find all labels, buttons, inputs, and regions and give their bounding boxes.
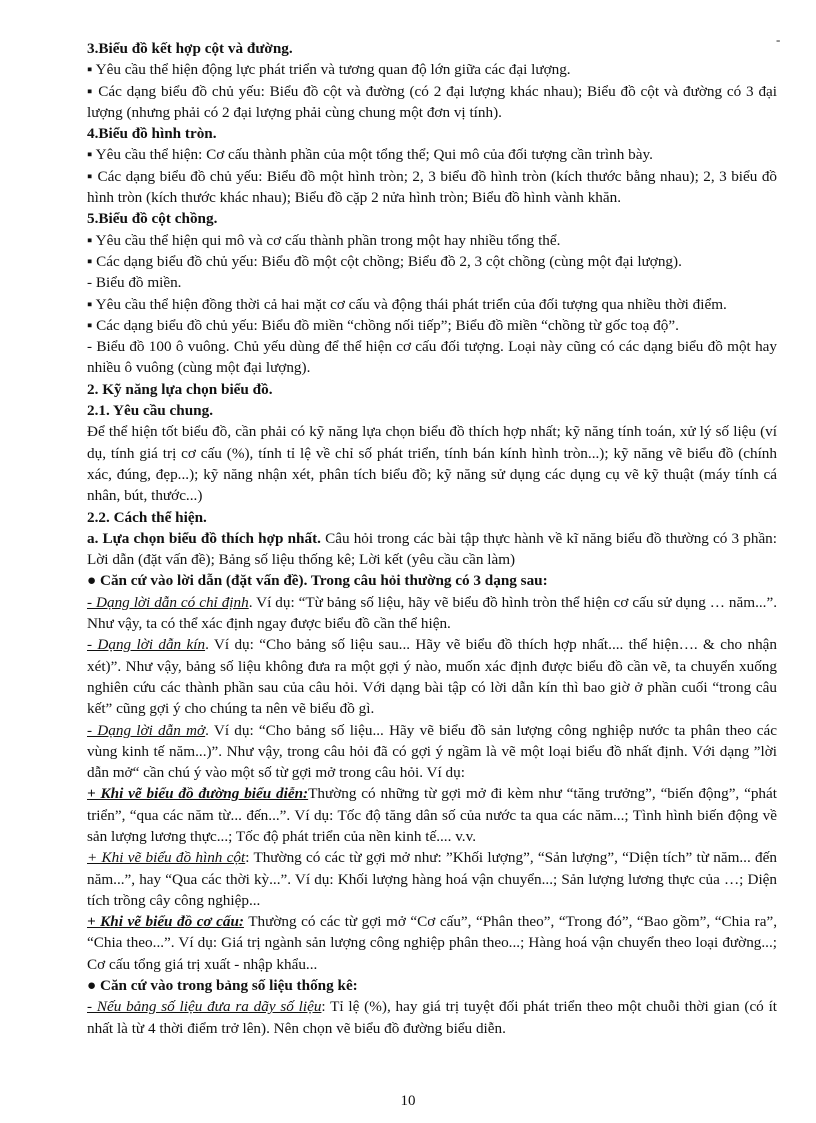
section-5-para-2: ▪ Các dạng biểu đồ chủ yếu: Biểu đồ một cột chồng; Biểu đồ 2, 3 cột chồng (cùng một đại lượng). xyxy=(87,252,682,270)
section-2-2-title: 2.2. Cách thể hiện. xyxy=(87,508,207,526)
dang-3-text: . Ví dụ: “Cho bảng số liệu... Hãy vẽ biểu đồ sản lượng công nghiệp nước ta phân theo các vùng kinh tế năm...)”. Như vậy, trong câu hỏi đã có gợi ý ngầm là vẽ một loại biểu đồ nhất định. Với dạng ”lời dẫn mở“ cần chú ý vào một số từ gợi mở trong câu hỏi. Ví dụ: xyxy=(87,721,777,782)
section-3-title: 3.Biểu đồ kết hợp cột và đường. xyxy=(87,40,293,57)
khi-ve-2-para xyxy=(87,847,777,911)
dang-2-text: . Ví dụ: “Cho bảng số liệu sau... Hãy vẽ biểu đồ thích hợp nhất.... thể hiện…. & cho nhận xét)”. Như vậy, bảng số liệu không đưa ra một gợi ý nào, muốn xác định được biểu đồ cần vẽ, ta chuyển xuống nghiên cứu các thành phần sau của câu hỏi. Với dạng bài tập có lời dẫn kín thì bao giờ ở phần cuối “trong câu kết” cũng gợi ý cho chúng ta nên vẽ biểu đồ gì. xyxy=(87,636,777,718)
section-5-para-1: ▪ Yêu cầu thể hiện qui mô và cơ cấu thành phần trong một hay nhiều tổng thể. xyxy=(87,231,561,249)
khi-ve-2-text: : Thường có các từ gợi mở như: ”Khối lượng”, “Sản lượng”, “Diện tích” từ năm... đến năm...”, hay “Qua các thời kỳ...”. Ví dụ: Khối lượng hàng hoá vận chuyển...; Sản lượng lương thực của …; Diện tích trồng cây công nghiệp... xyxy=(87,849,777,909)
section-4-title: 4.Biểu đồ hình tròn. xyxy=(87,125,217,143)
dang-1-label: - Dạng lời dẫn có chỉ định xyxy=(87,593,249,611)
dang-3-label: - Dạng lời dẫn mở xyxy=(87,721,206,739)
section-a-text: Câu hỏi trong các bài tập thực hành về kĩ năng biểu đồ thường có 3 phần: Lời dẫn (đặt vấn đề); Bảng số liệu thống kê; Lời kết (yêu cầu cần làm) xyxy=(87,529,777,569)
section-5-para-4: ▪ Yêu cầu thể hiện đồng thời cả hai mặt cơ cấu và động thái phát triển của đối tượng qua nhiều thời điểm. xyxy=(87,295,727,313)
khi-ve-1-label: + Khi vẽ biểu đồ đường biểu diễn: xyxy=(87,785,309,803)
khi-ve-1-para xyxy=(87,783,777,847)
section-a-label: a. Lựa chọn biểu đồ thích hợp nhất. xyxy=(87,529,321,547)
corner-mark: - xyxy=(776,32,781,47)
section-2-1-title: 2.1. Yêu cầu chung. xyxy=(87,402,214,420)
section-3-para-2: ▪ Các dạng biểu đồ chủ yếu: Biểu đồ cột và đường (có 2 đại lượng khác nhau); Biểu đồ cột và đường có 3 đại lượng (nhưng phải có 2 đại lượng phải cùng chung một đơn vị tính). xyxy=(87,82,777,121)
section-5-para-5: ▪ Các dạng biểu đồ chủ yếu: Biểu đồ miền “chồng nối tiếp”; Biểu đồ miền “chồng từ gốc toạ độ”. xyxy=(87,316,679,334)
section-5-para-6: - Biểu đồ 100 ô vuông. Chủ yếu dùng để thể hiện cơ cấu đối tượng. Loại này cũng có các dạng biểu đồ một hay nhiều ô vuông (cùng một đại lượng). xyxy=(87,338,777,377)
section-a-para xyxy=(87,528,777,571)
section-5-para-3: - Biểu đồ miền. xyxy=(87,274,182,292)
dang-2-para xyxy=(87,634,777,719)
section-3-para-1: ▪ Yêu cầu thể hiện động lực phát triển và tương quan độ lớn giữa các đại lượng. xyxy=(87,61,571,79)
document-body xyxy=(87,38,777,1039)
section-2-title: 2. Kỹ năng lựa chọn biểu đồ. xyxy=(87,380,273,398)
bullet-heading-1: ● Căn cứ vào lời dẫn (đặt vấn đề). Trong câu hỏi thường có 3 dạng sau: xyxy=(87,572,548,590)
khi-ve-1-text: Thường có những từ gợi mở đi kèm như “tăng trưởng”, “biến động”, “phát triển”, “qua các năm từ... đến...”. Ví dụ: Tốc độ tăng dân số của nước ta qua các năm...; Tình hình biến động về sản lượng lương thực...; Tốc độ phát triển của nền kinh tế.... v.v. xyxy=(87,785,777,845)
section-4-para-2: ▪ Các dạng biểu đồ chủ yếu: Biểu đồ một hình tròn; 2, 3 biểu đồ hình tròn (kích thước bằng nhau); 2, 3 biểu đồ hình tròn (kích thước khác nhau); Biểu đồ cặp 2 nửa hình tròn; Biểu đồ hình vành khăn. xyxy=(87,167,777,207)
dang-1-para xyxy=(87,592,777,635)
khi-ve-3-label: + Khi vẽ biểu đồ cơ cấu: xyxy=(87,913,244,931)
dang-3-para xyxy=(87,720,777,784)
section-4-para-1: ▪ Yêu cầu thể hiện: Cơ cấu thành phần của một tổng thể; Qui mô của đối tượng cần trình bày. xyxy=(87,146,653,164)
khi-ve-2-label: + Khi vẽ biểu đồ hình cột xyxy=(87,849,246,867)
neu-bang-text: : Tỉ lệ (%), hay giá trị tuyệt đối phát triển theo một chuỗi thời gian (có ít nhất là từ 4 thời điểm trở lên). Nên chọn vẽ biểu đồ đường biểu diễn. xyxy=(87,998,778,1037)
khi-ve-3-text: Thường có các từ gợi mở “Cơ cấu”, “Phân theo”, “Trong đó”, “Bao gồm”, “Chia ra”, “Chia theo...”. Ví dụ: Giá trị ngành sản lượng công nghiệp phân theo...; Hàng hoá vận chuyển theo loại đường...; Cơ cấu tổng giá trị xuất - nhập khẩu... xyxy=(87,913,777,973)
section-2-1-text: Để thể hiện tốt biểu đồ, cần phải có kỹ năng lựa chọn biểu đồ thích hợp nhất; kỹ năng tính toán, xử lý số liệu (ví dụ, tính giá trị cơ cấu (%), tính tỉ lệ về chỉ số phát triển, tính bán kính hình tròn...); kỹ năng vẽ biểu đồ (chính xác, đúng, đẹp...); kỹ năng nhận xét, phân tích biểu đồ; kỹ năng sử dụng các dụng cụ vẽ kỹ thuật (máy tính cá nhân, bút, thước...) xyxy=(87,423,777,505)
dang-1-text: . Ví dụ: “Từ bảng số liệu, hãy vẽ biểu đồ hình tròn thể hiện cơ cấu sử dụng … năm...”. Như vậy, ta có thể xác định ngay được biểu đồ cần thể hiện. xyxy=(87,593,777,633)
neu-bang-label: - Nếu bảng số liệu đưa ra dãy số liệu xyxy=(87,998,322,1016)
dang-2-label: - Dạng lời dẫn kín xyxy=(87,636,206,654)
section-5-title: 5.Biểu đồ cột chồng. xyxy=(87,210,218,228)
page-number: 10 xyxy=(400,1093,416,1109)
neu-bang-para xyxy=(87,996,777,1039)
bullet-heading-2: ● Căn cứ vào trong bảng số liệu thống kê: xyxy=(87,977,358,995)
khi-ve-3-para xyxy=(87,911,777,975)
